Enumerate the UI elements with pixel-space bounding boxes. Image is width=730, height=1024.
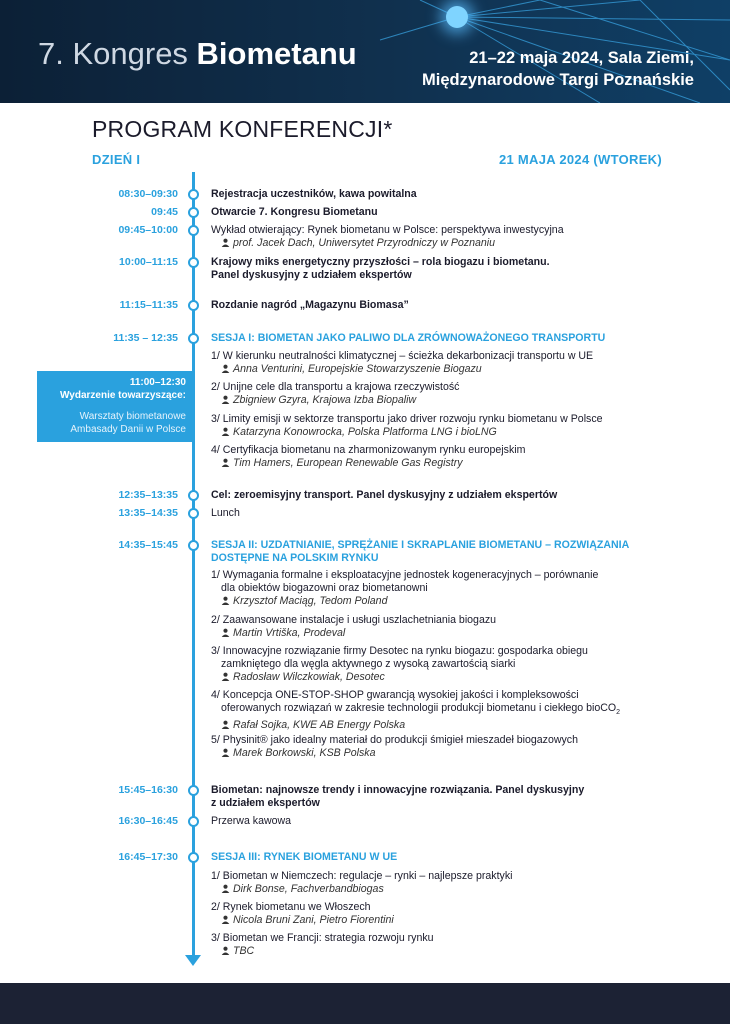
timeline-dot [188, 257, 199, 268]
timeline-line [192, 172, 195, 958]
slot-time: 15:45–16:30 [118, 784, 178, 796]
panel-item: Biometan: najnowsze trendy i innowacyjne rozwiązania. Panel dyskusyjny z udziałem ekspertów [211, 784, 585, 809]
slot-title: Lunch [211, 507, 240, 519]
person-icon [221, 720, 230, 729]
talk: 4/ Certyfikacja biometanu na zharmonizowanym rynku europejskim Tim Hamers, European Renewable Gas Registry [211, 444, 526, 469]
slot-time: 11:15–11:35 [119, 299, 178, 311]
person-icon [221, 364, 230, 373]
session-title: SESJA I: BIOMETAN JAKO PALIWO DLA ZRÓWNOWAŻONEGO TRANSPORTU [211, 332, 606, 344]
slot-title: Rejestracja uczestników, kawa powitalna [211, 188, 417, 200]
side-event-box: 11:00–12:30 Wydarzenie towarzyszące: Warsztaty biometanowe Ambasady Danii w Polsce [37, 371, 192, 442]
person-icon [221, 946, 230, 955]
session-title: SESJA II: UZDATNIANIE, SPRĘŻANIE I SKRAPLANIE BIOMETANU – ROZWIĄZANIA DOSTĘPNE NA POLSKIM RYNKU [211, 539, 630, 564]
timeline-dot [188, 300, 199, 311]
talk: 1/ Biometan w Niemczech: regulacje – rynki – najlepsze praktyki Dirk Bonse, Fachverbandbiogas [211, 870, 513, 895]
person-icon [221, 915, 230, 924]
person-icon [221, 458, 230, 467]
timeline-dot [188, 490, 199, 501]
panel-item: Krajowy miks energetyczny przyszłości – rola biogazu i biometanu. Panel dyskusyjny z udziałem ekspertów [211, 256, 550, 281]
talk: 1/ Wymagania formalne i eksploatacyjne jednostek kogeneracyjnych – porównanie dla obiektów biogazowni oraz biometanowni Krzysztof Maciąg, Tedom Poland [211, 569, 599, 607]
person-icon [221, 395, 230, 404]
slot-time: 16:30–16:45 [118, 815, 178, 827]
timeline-dot [188, 225, 199, 236]
congress-title: 7. Kongres Biometanu [38, 36, 357, 71]
slot-title: Cel: zeroemisyjny transport. Panel dyskusyjny z udziałem ekspertów [211, 489, 558, 501]
person-icon [221, 596, 230, 605]
timeline-dot [188, 333, 199, 344]
person-icon [221, 238, 230, 247]
person-icon [221, 628, 230, 637]
venue-date: 21–22 maja 2024, Sala Ziemi, Międzynarodowe Targi Poznańskie [421, 49, 694, 89]
talk: 1/ W kierunku neutralności klimatycznej – ścieżka dekarbonizacji transportu w UE Anna Venturini, Europejskie Stowarzyszenie Biogazu [211, 350, 594, 375]
person-icon [221, 748, 230, 757]
timeline-dot [188, 816, 199, 827]
keynote-item [211, 224, 676, 250]
talk: 4/ Koncepcja ONE-STOP-SHOP gwarancją wysokiej jakości i kompleksowości oferowanych rozwiązań w zakresie technologii produkcji biometanu i ciekłego bioCO$_2$ Rafał Sojka, KWE AB Energy Polska [211, 689, 621, 732]
header-banner [0, 0, 730, 103]
slot-title: Przerwa kawowa [211, 815, 292, 827]
slot-title: Wykład otwierający: Rynek biometanu w Polsce: perspektywa inwestycyjna [211, 224, 564, 236]
talk: 2/ Rynek biometanu we Włoszech Nicola Bruni Zani, Pietro Fiorentini [211, 901, 394, 926]
person-icon [221, 672, 230, 681]
speaker: prof. Jacek Dach, Uniwersytet Przyrodniczy w Poznaniu [211, 237, 676, 250]
glow-node [446, 6, 468, 28]
talk: 2/ Unijne cele dla transportu a krajowa rzeczywistość Zbigniew Gzyra, Krajowa Izba Biopaliw [211, 381, 460, 406]
talk: 5/ Physinit® jako idealny materiał do produkcji śmigieł mieszadeł biogazowych Marek Borkowski, KSB Polska [211, 734, 578, 759]
talk: 3/ Limity emisji w sektorze transportu jako driver rozwoju rynku biometanu w Polsce Katarzyna Konowrocka, Polska Platforma LNG i bioLNG [211, 413, 603, 438]
session-title: SESJA III: RYNEK BIOMETANU W UE [211, 851, 398, 863]
slot-title: Otwarcie 7. Kongresu Biometanu [211, 206, 378, 218]
slot-time: 09:45 [151, 206, 178, 218]
talk: 3/ Innowacyjne rozwiązanie firmy Desotec na rynku biogazu: gospodarka obiegu zamkniętego dla węgla aktywnego z wysoką zawartością siarki Radosław Wilczkowiak, Desotec [211, 645, 588, 683]
timeline-dot [188, 207, 199, 218]
program-title: PROGRAM KONFERENCJI* [92, 116, 393, 142]
slot-time: 14:35–15:45 [118, 539, 178, 551]
timeline-dot [188, 189, 199, 200]
slot-time: 12:35–13:35 [118, 489, 178, 501]
slot-time: 11:35 – 12:35 [113, 332, 178, 344]
talk: 3/ Biometan we Francji: strategia rozwoju rynku TBC [211, 932, 434, 957]
day-label: DZIEŃ I [92, 152, 141, 167]
slot-time: 08:30–09:30 [118, 188, 178, 200]
footer-bar [0, 983, 730, 1024]
person-icon [221, 884, 230, 893]
slot-time: 16:45–17:30 [118, 851, 178, 863]
talk: 2/ Zaawansowane instalacje i usługi uszlachetniania biogazu Martin Vrtiška, Prodeval [211, 614, 497, 639]
day-date: 21 MAJA 2024 (WTOREK) [498, 152, 662, 167]
slot-time: 09:45–10:00 [118, 224, 178, 236]
slot-title: Rozdanie nagród „Magazynu Biomasa” [211, 299, 409, 311]
timeline-dot [188, 852, 199, 863]
timeline-dot [188, 508, 199, 519]
slot-time: 10:00–11:15 [119, 256, 178, 268]
person-icon [221, 427, 230, 436]
timeline-arrow-icon [185, 955, 201, 966]
slot-time: 13:35–14:35 [118, 507, 178, 519]
timeline-dot [188, 785, 199, 796]
timeline-dot [188, 540, 199, 551]
